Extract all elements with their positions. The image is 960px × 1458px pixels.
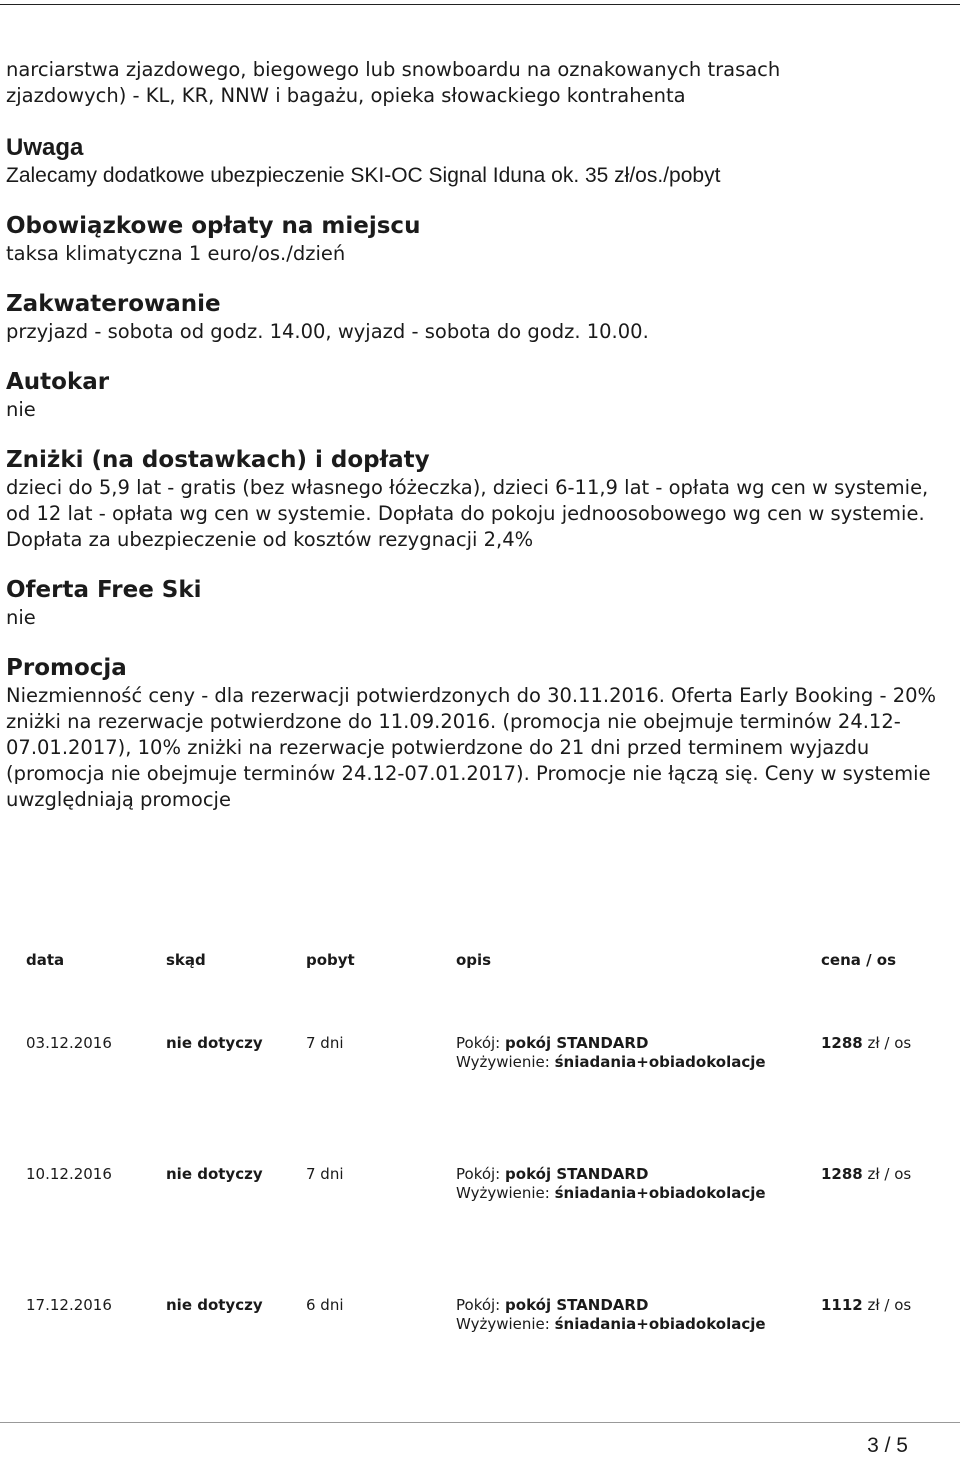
intro-block	[6, 57, 946, 109]
room-label: Pokój:	[456, 1034, 501, 1052]
table-row	[26, 1165, 926, 1205]
room-value: pokój STANDARD	[505, 1034, 649, 1052]
column-header-date: data	[26, 951, 65, 969]
footer-rule	[0, 1422, 960, 1423]
row-from: nie dotyczy	[166, 1296, 263, 1314]
room-value: pokój STANDARD	[505, 1296, 649, 1314]
board-label: Wyżywienie:	[456, 1053, 550, 1071]
row-stay: 7 dni	[306, 1165, 344, 1183]
board-value: śniadania+obiadokolacje	[554, 1053, 766, 1071]
row-description	[456, 1034, 766, 1072]
row-price	[821, 1165, 911, 1184]
section-title: Oferta Free Ski	[6, 577, 202, 603]
page-number: 3 / 5	[867, 1434, 908, 1457]
row-price	[821, 1296, 911, 1315]
price-value: 1288	[821, 1165, 863, 1183]
row-date: 03.12.2016	[26, 1034, 112, 1052]
section-uwaga	[6, 133, 946, 189]
row-from: nie dotyczy	[166, 1165, 263, 1183]
section-title: Zniżki (na dostawkach) i dopłaty	[6, 447, 430, 473]
column-header-description: opis	[456, 951, 492, 969]
section-title: Promocja	[6, 655, 127, 681]
row-stay: 7 dni	[306, 1034, 344, 1052]
row-description	[456, 1296, 766, 1334]
document-body	[6, 57, 946, 813]
price-value: 1288	[821, 1034, 863, 1052]
price-unit: zł / os	[867, 1034, 912, 1052]
price-value: 1112	[821, 1296, 863, 1314]
column-header-price: cena / os	[821, 951, 897, 969]
section-title: Zakwaterowanie	[6, 291, 221, 317]
section-promocja	[6, 653, 946, 813]
section-autokar	[6, 367, 946, 423]
table-row	[26, 1034, 926, 1074]
price-unit: zł / os	[867, 1296, 912, 1314]
row-stay: 6 dni	[306, 1296, 344, 1314]
section-title: Uwaga	[6, 134, 84, 161]
row-date: 10.12.2016	[26, 1165, 112, 1183]
room-label: Pokój:	[456, 1165, 501, 1183]
row-date: 17.12.2016	[26, 1296, 112, 1314]
section-free-ski	[6, 575, 946, 631]
room-label: Pokój:	[456, 1296, 501, 1314]
table-row	[26, 1296, 926, 1336]
column-header-from: skąd	[166, 951, 206, 969]
row-description	[456, 1165, 766, 1203]
row-price	[821, 1034, 911, 1053]
section-zakwaterowanie	[6, 289, 946, 345]
top-rule	[0, 4, 960, 5]
board-label: Wyżywienie:	[456, 1315, 550, 1333]
board-value: śniadania+obiadokolacje	[554, 1184, 766, 1202]
section-title: Autokar	[6, 369, 110, 395]
board-value: śniadania+obiadokolacje	[554, 1315, 766, 1333]
board-label: Wyżywienie:	[456, 1184, 550, 1202]
section-title: Obowiązkowe opłaty na miejscu	[6, 213, 421, 239]
section-znizki	[6, 445, 946, 553]
section-text: Zalecamy dodatkowe ubezpieczenie SKI-OC Signal Iduna ok. 35 zł/os./pobyt	[6, 164, 721, 187]
section-text: nie	[6, 398, 36, 421]
section-text: przyjazd - sobota od godz. 14.00, wyjazd - sobota do godz. 10.00.	[6, 320, 649, 343]
price-unit: zł / os	[867, 1165, 912, 1183]
section-obowiazkowe-oplaty	[6, 211, 946, 267]
section-text: taksa klimatyczna 1 euro/os./dzień	[6, 242, 346, 265]
intro-line: narciarstwa zjazdowego, biegowego lub snowboardu na oznakowanych trasach	[6, 58, 781, 81]
intro-line: zjazdowych) - KL, KR, NNW i bagażu, opieka słowackiego kontrahenta	[6, 84, 686, 107]
section-text: dzieci do 5,9 lat - gratis (bez własnego łóżeczka), dzieci 6-11,9 lat - opłata wg cen w systemie, od 12 lat - opłata wg cen w systemie. Dopłata do pokoju jednoosobowego wg cen w systemie. Dopłata za ubezpieczenie od kosztów rezygnacji 2,4%	[6, 476, 929, 551]
section-text: nie	[6, 606, 36, 629]
section-text: Niezmienność ceny - dla rezerwacji potwierdzonych do 30.11.2016. Oferta Early Booking - 20% zniżki na rezerwacje potwierdzone do 11.09.2016. (promocja nie obejmuje terminów 24.12-07.01.2017), 10% zniżki na rezerwacje potwierdzone do 21 dni przed terminem wyjazdu (promocja nie obejmuje terminów 24.12-07.01.2017). Promocje nie łączą się. Ceny w systemie uwzględniają promocje	[6, 684, 937, 811]
row-from: nie dotyczy	[166, 1034, 263, 1052]
room-value: pokój STANDARD	[505, 1165, 649, 1183]
column-header-stay: pobyt	[306, 951, 355, 969]
